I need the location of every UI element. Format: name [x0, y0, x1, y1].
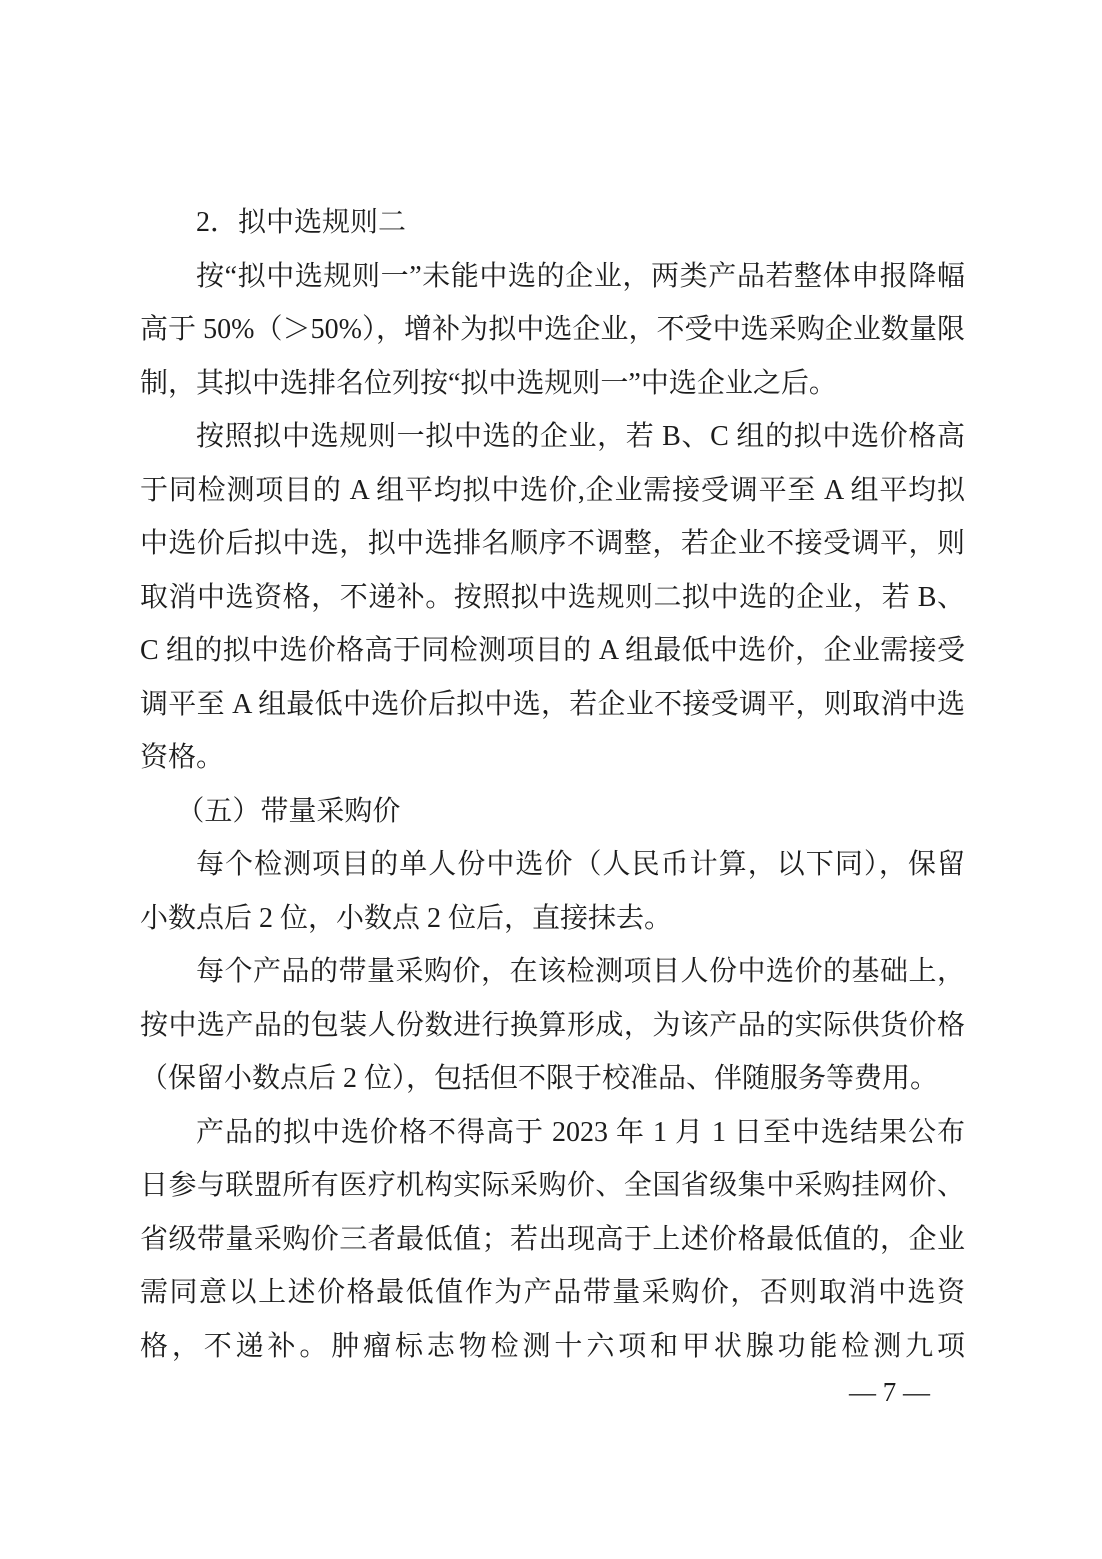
paragraph-unit-price: 每个检测项目的单人份中选价（人民币计算，以下同），保留小数点后 2 位，小数点 2 位后，直接抹去。: [140, 849, 965, 934]
paragraph-product-price: 每个产品的带量采购价，在该检测项目人份中选价的基础上，按中选产品的包装人份数进行换算形成，为该产品的实际供货价格（保留小数点后 2 位），包括但不限于校准品、伴随服务等费用。: [140, 956, 965, 1094]
paragraph-price-ceiling: 产品的拟中选价格不得高于 2023 年 1 月 1 日至中选结果公布日参与联盟所有医疗机构实际采购价、全国省级集中采购挂网价、省级带量采购价三者最低值；若出现高于上述价格最低值的，企业需同意以上述价格最低值作为产品带量采购价，否则取消中选资格，不递补。肿瘤标志物检测十六项和甲状腺功能检测九项: [140, 1116, 965, 1362]
paragraph-rule-two-intro: 按“拟中选规则一”未能中选的企业，两类产品若整体申报降幅高于 50%（＞50%），增补为拟中选企业，不受中选采购企业数量限制，其拟中选排名位列按“拟中选规则一”中选企业之后。: [140, 260, 965, 399]
section-heading-rule-two: 2．拟中选规则二: [196, 207, 407, 238]
page-number: — 7 —: [849, 1377, 930, 1407]
document-content: [140, 196, 965, 1373]
paragraph-price-adjustment: 按照拟中选规则一拟中选的企业，若 B、C 组的拟中选价格高于同检测项目的 A 组平均拟中选价,企业需接受调平至 A 组平均拟中选价后拟中选，拟中选排名顺序不调整，若企业不接受调平，则取消中选资格，不递补。按照拟中选规则二拟中选的企业，若 B、C 组的拟中选价格高于同检测项目的 A 组最低中选价，企业需接受调平至 A 组最低中选价后拟中选，若企业不接受调平，则取消中选资格。: [140, 421, 965, 773]
section-heading-volume-purchase-price: （五）带量采购价: [176, 795, 401, 827]
